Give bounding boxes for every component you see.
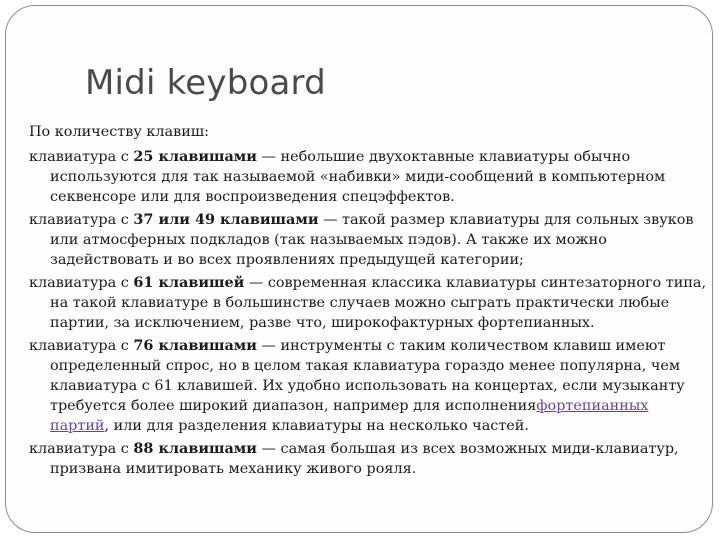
item-description: — современная классика клавиатуры синтезаторного типа, на такой клавиатуре в большинстве случаев можно сыграть практически любые партии, за исключением, разве что, широкофактурных фортепианных. (50, 275, 707, 331)
item-key-count: 88 клавишами (133, 440, 257, 457)
section-subtitle (29, 122, 709, 142)
item-key-count: 25 клавишами (133, 148, 257, 165)
list-item-25-keys (29, 147, 709, 207)
piano-parts-link[interactable]: фортепианных партий (50, 398, 649, 434)
list-item-37-49-keys (29, 210, 709, 270)
slide-content (29, 122, 709, 482)
item-prefix: клавиатура с (29, 441, 134, 457)
item-key-count: 76 клавишами (133, 337, 257, 354)
item-key-count: 37 или 49 клавишами (133, 211, 319, 228)
item-description: — такой размер клавиатуры для сольных звуков или атмосферных подкладов (так называемых пэдов). А также их можно задействовать и во всех проявлениях предыдущей категории; (50, 212, 694, 268)
item-prefix: клавиатура с (29, 275, 134, 291)
list-item-88-keys (29, 439, 709, 479)
list-item-61-keys (29, 273, 709, 333)
item-prefix: клавиатура с (29, 149, 134, 165)
list-item-76-keys (29, 336, 709, 436)
subtitle-text: По количеству клавиш: (29, 124, 210, 140)
item-description: — самая большая из всех возможных миди-клавиатур, призвана имитировать механику живого рояля. (50, 441, 679, 477)
item-key-count: 61 клавишей (133, 274, 245, 291)
slide (5, 5, 713, 533)
item-prefix: клавиатура с (29, 338, 134, 354)
item-description-tail: , или для разделения клавиатуры на несколько частей. (104, 418, 529, 434)
item-description: — инструменты с таким количеством клавиш имеют определенный спрос, но в целом такая клавиатура гораздо менее популярна, чем клавиатура с 61 клавишей. Их удобно использовать на концертах, если музыканту требуется более широкий диапазон, например для исполнения (50, 338, 685, 414)
item-description: — небольшие двухоктавные клавиатуры обычно используются для так называемой «набивки» миди-сообщений в компьютерном секвенсоре или для воспроизведения спецэффектов. (50, 149, 666, 205)
item-prefix: клавиатура с (29, 212, 134, 228)
slide-title: Midi keyboard (85, 63, 326, 103)
